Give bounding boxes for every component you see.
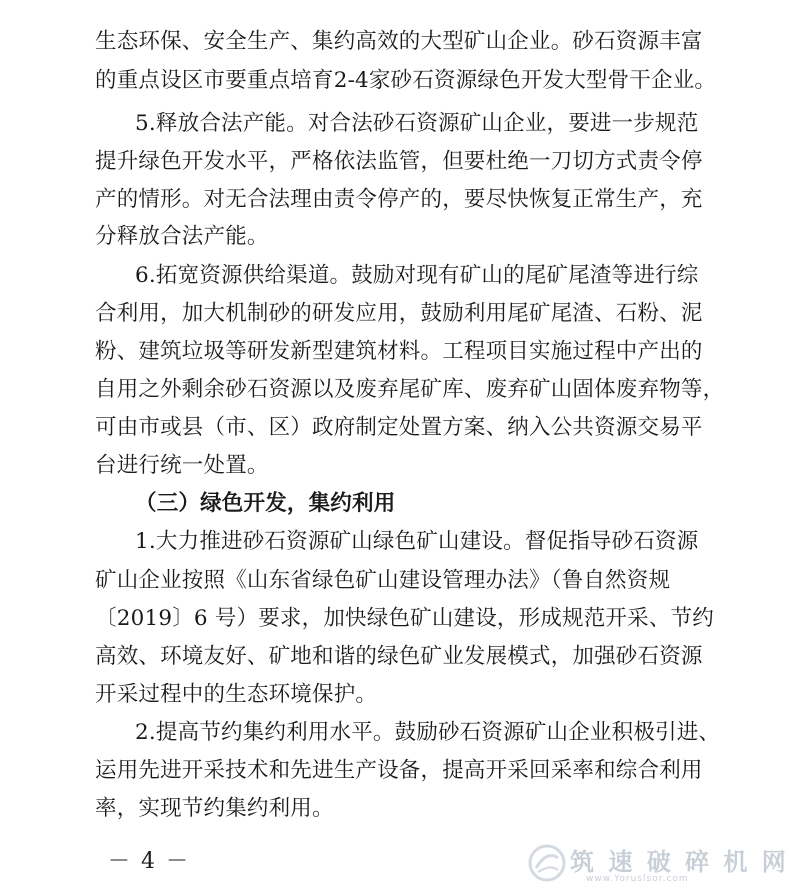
watermark-url: www.Yoruslsor.com [586, 874, 689, 884]
page-number: － 4 － [108, 849, 190, 874]
text-line: 台进行统一处置。 [95, 453, 269, 478]
text-line: 高效、环境友好、矿地和谐的绿色矿业发展模式，加强砂石资源 [95, 644, 703, 669]
text-line: 产的情形。对无合法理由责令停产的，要尽快恢复正常生产，充 [95, 187, 703, 212]
text-line: 分释放合法产能。 [95, 224, 269, 249]
watermark-logo-icon [526, 842, 568, 884]
text-line: 1.大力推进砂石资源矿山绿色矿山建设。督促指导砂石资源 [135, 529, 699, 554]
section-heading: （三）绿色开发，集约利用 [135, 491, 396, 516]
text-line: 可由市或县（市、区）政府制定处置方案、纳入公共资源交易平 [95, 415, 703, 440]
text-line: 运用先进开采技术和先进生产设备，提高开采回采率和综合利用 [95, 758, 703, 783]
text-line: 生态环保、安全生产、集约高效的大型矿山企业。砂石资源丰富 [95, 29, 703, 54]
text-line: 粉、建筑垃圾等研发新型建筑材料。工程项目实施过程中产出的 [95, 339, 703, 364]
text-line: 自用之外剩余砂石资源以及废弃尾矿库、废弃矿山固体废弃物等， [95, 377, 725, 402]
text-line: 开采过程中的生态环境保护。 [95, 682, 378, 707]
text-line: 率，实现节约集约利用。 [95, 796, 334, 821]
watermark [526, 832, 789, 894]
text-line: 提升绿色开发水平，严格依法监管，但要杜绝一刀切方式责令停 [95, 149, 703, 174]
watermark-brand: 筑 速 破 碎 机 网 [570, 848, 789, 876]
text-line: 2.提高节约集约利用水平。鼓励砂石资源矿山企业积极引进、 [135, 720, 721, 745]
text-line: 6.拓宽资源供给渠道。鼓励对现有矿山的尾矿尾渣等进行综 [135, 263, 699, 288]
text-line: 〔2019〕6 号）要求，加快绿色矿山建设，形成规范开采、节约 [95, 606, 714, 631]
text-line: 的重点设区市要重点培育2-4家砂石资源绿色开发大型骨干企业。 [95, 68, 717, 93]
text-line: 5.释放合法产能。对合法砂石资源矿山企业，要进一步规范 [135, 111, 699, 136]
text-line: 矿山企业按照《山东省绿色矿山建设管理办法》（鲁自然资规 [95, 568, 671, 593]
text-line: 合利用，加大机制砂的研发应用，鼓励利用尾矿尾渣、石粉、泥 [95, 301, 703, 326]
